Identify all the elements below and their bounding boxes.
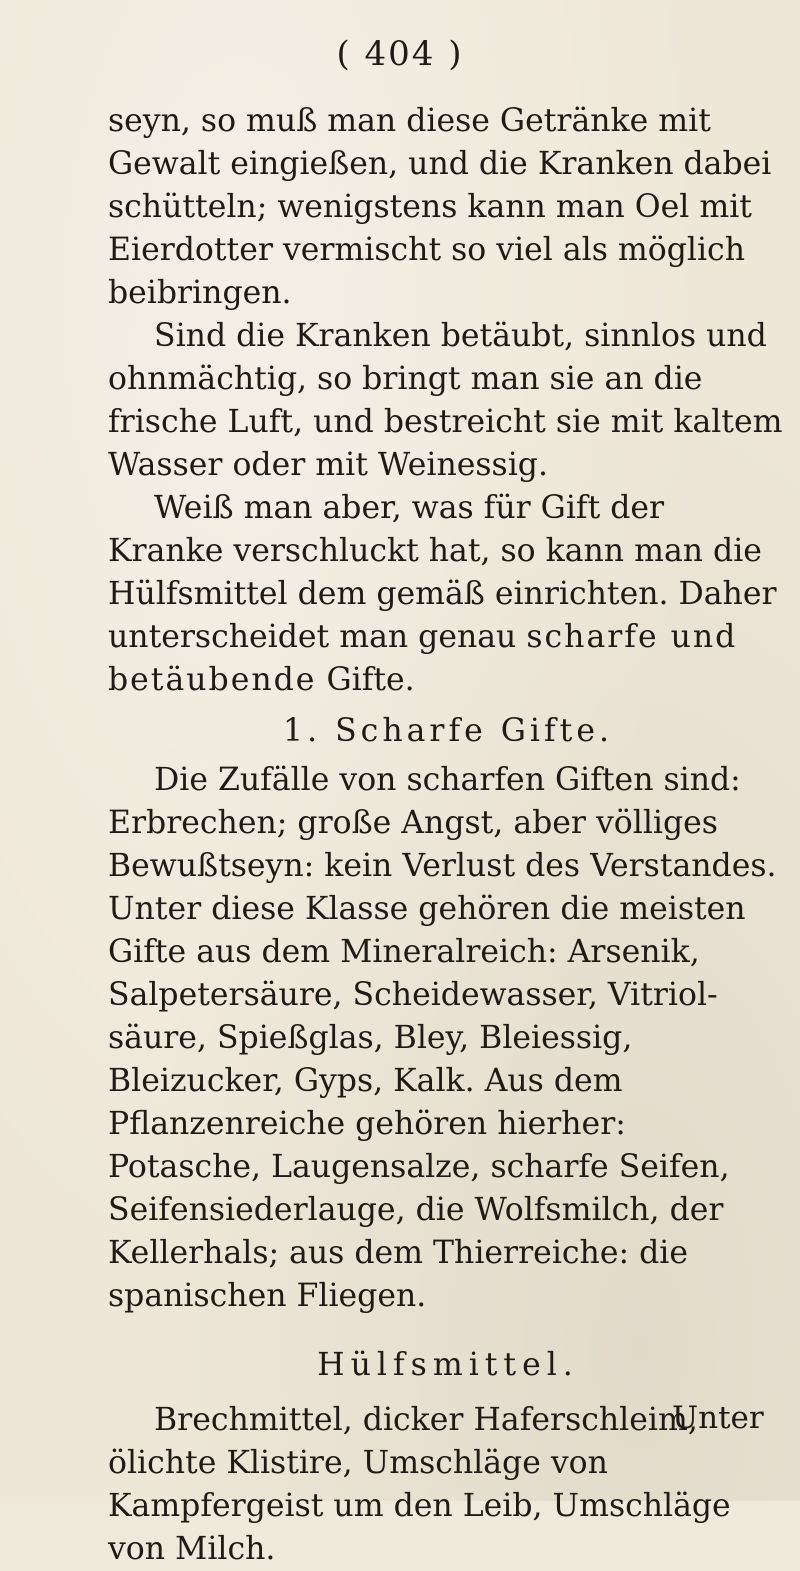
emphasis-sharp-stunning: scharfe und betäubende	[108, 619, 738, 698]
page-number: ( 404 )	[336, 34, 464, 74]
page-body	[108, 100, 788, 1571]
paragraph-known-poison-end: Gifte.	[316, 662, 415, 698]
paragraph-force-drinks: seyn, so muß man diese Getränke mit Gewalt eingießen, und die Kranken dabei schütteln; wenigstens kann man Oel mit Eierdotter vermischt so viel als möglich beibringen.	[108, 103, 772, 311]
paragraph-known-poison	[108, 487, 788, 702]
section-heading-remedies: Hülfsmittel.	[317, 1347, 579, 1383]
paragraph-sharp-poison-symptoms: Die Zufälle von scharfen Giften sind: Erbrechen; große Angst, aber völliges Bewußtseyn: kein Verlust des Verstandes. Unter diese Klasse gehören die meisten Gifte aus dem Mineralreich: Arsenik, Salpetersäure, Scheidewasser, Vitriolsäure, Spießglas, Bley, Bleiessig, Bleizucker, Gyps, Kalk. Aus dem Pflanzenreiche gehören hierher: Potasche, Laugensalze, scharfe Seifen, Seifensiederlauge, die Wolfsmilch, der Kellerhals; aus dem Thierreiche: die spanischen Fliegen.	[108, 762, 777, 1314]
paragraph-unconscious-patients: Sind die Kranken betäubt, sinnlos und ohnmächtig, so bringt man sie an die frische Luft, und bestreicht sie mit kaltem Wasser oder mit Weinessig.	[108, 318, 783, 483]
section-heading-sharp-poisons: 1. Scharfe Gifte.	[283, 713, 613, 749]
paragraph-known-poison-start: Weiß man aber, was für Gift der Kranke verschluckt hat, so kann man die Hülfsmittel dem gemäß einrichten. Daher unterscheidet man genau	[108, 490, 777, 655]
catchword: Unter	[672, 1400, 764, 1436]
paragraph-remedies: Brechmittel, dicker Haferschleim, ölichte Klistire, Umschläge von Kampfergeist um den Leib, Umschläge von Milch.	[108, 1402, 731, 1567]
